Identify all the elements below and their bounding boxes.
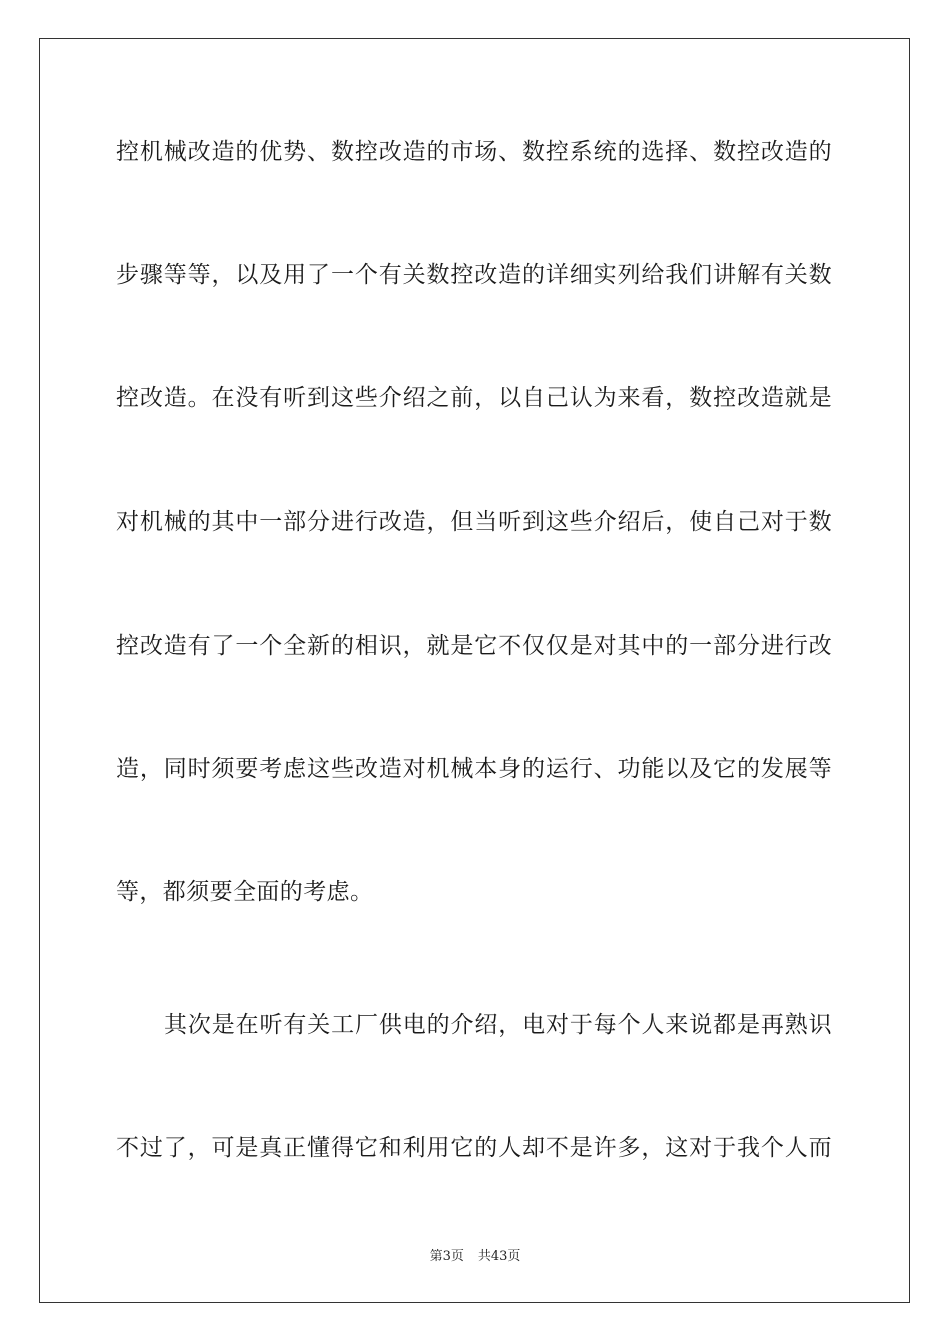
page-total: 共43页 (477, 1249, 521, 1264)
paragraph-start-line: 其次是在听有关工厂供电的介绍，电对于每个人来说都是再熟识 (164, 1012, 832, 1038)
body-text-line: 对机械的其中一部分进行改造，但当听到这些介绍后，使自己对于数 (116, 509, 832, 535)
page-number: 第3页 (429, 1249, 464, 1264)
page-border (39, 38, 910, 1303)
body-text-line: 不过了，可是真正懂得它和利用它的人却不是许多，这对于我个人而 (116, 1135, 832, 1161)
body-text-line: 控改造。在没有听到这些介绍之前，以自己认为来看，数控改造就是 (116, 385, 832, 411)
body-text-line: 控改造有了一个全新的相识，就是它不仅仅是对其中的一部分进行改 (116, 633, 832, 659)
body-text-line: 等，都须要全面的考虑。 (116, 879, 374, 905)
page-footer (0, 1248, 950, 1266)
body-text-line: 步骤等等，以及用了一个有关数控改造的详细实列给我们讲解有关数 (116, 262, 832, 288)
body-text-line: 控机械改造的优势、数控改造的市场、数控系统的选择、数控改造的 (116, 139, 832, 165)
body-text-line: 造，同时须要考虑这些改造对机械本身的运行、功能以及它的发展等 (116, 756, 832, 782)
